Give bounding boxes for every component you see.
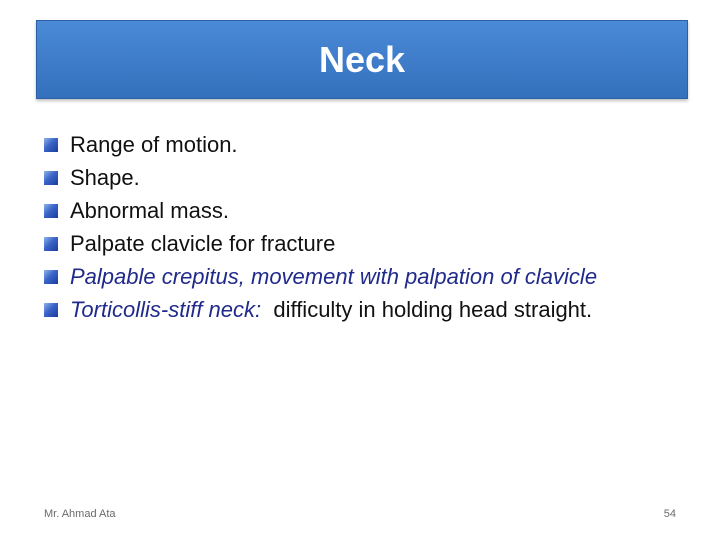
- bullet-item: [44, 161, 664, 194]
- bullet-list: [44, 128, 664, 326]
- bullet-term: Torticollis-stiff neck:: [70, 297, 262, 322]
- bullet-text: Abnormal mass.: [70, 198, 229, 223]
- bullet-text: Palpable crepitus, movement with palpation of clavicle: [70, 264, 598, 289]
- bullet-text: Palpate clavicle for fracture: [70, 231, 336, 256]
- page-number: 54: [663, 508, 676, 520]
- bullet-definition: difficulty in holding head straight.: [261, 297, 593, 322]
- bullet-item: [44, 260, 664, 293]
- bullet-marker-icon: [44, 204, 58, 218]
- bullet-item: [44, 227, 664, 260]
- bullet-text: Range of motion.: [70, 132, 238, 157]
- bullet-text-torticollis: [70, 293, 664, 326]
- bullet-item: [44, 194, 664, 227]
- title-bar: [36, 20, 688, 99]
- footer-author: Mr. Ahmad Ata: [44, 508, 116, 520]
- bullet-marker-icon: [44, 171, 58, 185]
- bullet-marker-icon: [44, 138, 58, 152]
- bullet-marker-icon: [44, 303, 58, 317]
- bullet-item: [44, 293, 664, 326]
- bullet-item: [44, 128, 664, 161]
- slide-title: Neck: [318, 38, 406, 80]
- bullet-marker-icon: [44, 237, 58, 251]
- bullet-text: Shape.: [70, 165, 140, 190]
- bullet-marker-icon: [44, 270, 58, 284]
